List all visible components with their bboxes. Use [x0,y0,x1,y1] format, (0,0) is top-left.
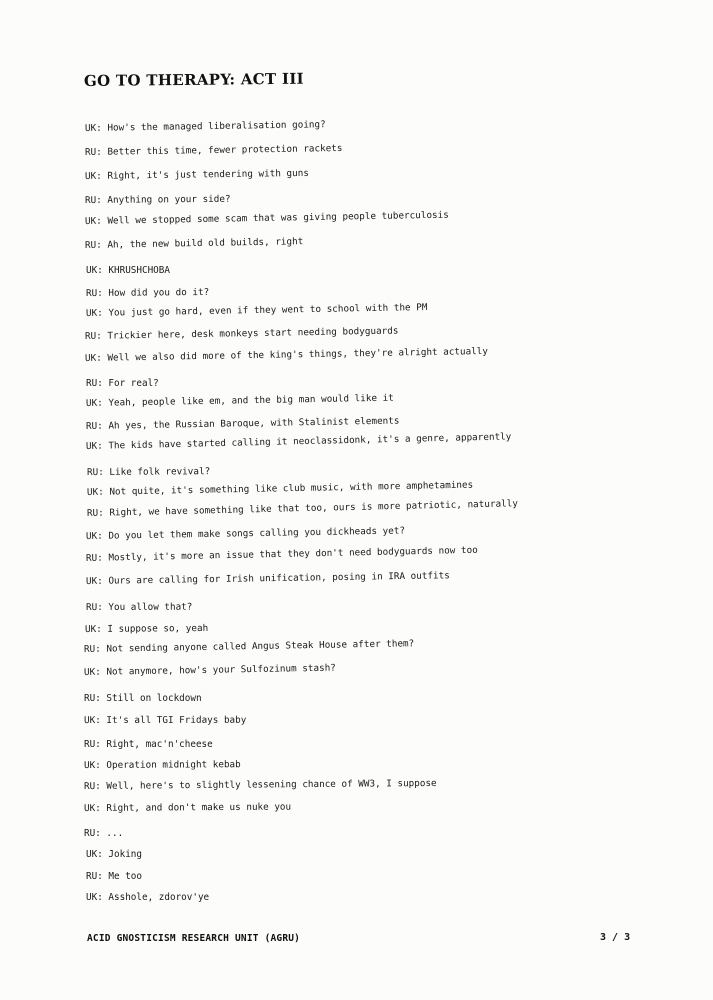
dialogue-line [84,638,414,655]
utterance-text: It's all TGI Fridays baby [106,714,247,726]
page-number: 3 / 3 [600,932,631,943]
speaker-label: UK: [84,352,102,364]
utterance-text: Right, mac'n'cheese [106,739,213,750]
speaker-label: UK: [86,892,103,903]
dialogue-line [86,525,405,542]
dialogue-line [86,602,192,613]
dialogue-line [86,871,142,882]
utterance-text: Right, we have something like that too, ours is more patriotic, naturally [109,498,519,519]
speaker-label: RU: [85,601,103,613]
dialogue-line [86,265,170,276]
utterance-text: Well we stopped some scam that was giving people tuberculosis [107,209,449,227]
utterance-text: For real? [108,378,159,389]
utterance-text: I suppose so, yeah [107,622,209,635]
utterance-text: You just go hard, even if they went to school with the PM [108,302,428,319]
utterance-text: Not sending anyone called Angus Steak House after them? [106,638,415,655]
utterance-text: Ours are calling for Irish unification, posing in IRA outfits [108,570,450,587]
footer-organization: ACID GNOSTICISM RESEARCH UNIT (AGRU) [87,933,301,944]
speaker-label: UK: [83,666,101,678]
dialogue-line [84,739,213,750]
speaker-label: RU: [86,466,104,478]
speaker-label: RU: [83,643,101,655]
dialogue-line [84,828,123,839]
dialogue-line [85,346,488,364]
speaker-label: UK: [85,307,103,319]
speaker-label: RU: [85,420,103,432]
utterance-text: Still on lockdown [106,693,202,704]
speaker-label: UK: [86,265,103,276]
dialogue-line [86,287,209,299]
dialogue-line [85,194,231,206]
utterance-text: Mostly, it's more an issue that they don't need bodyguards now too [108,544,478,564]
speaker-label: UK: [83,802,101,814]
dialogue-line [86,378,159,389]
speaker-label: UK: [85,530,103,542]
speaker-label: UK: [83,714,101,726]
utterance-text: Operation midnight kebab [106,759,241,771]
utterance-text: How did you do it? [108,286,210,299]
utterance-text: The kids have started calling it neoclassidonk, it's a genre, apparently [108,431,512,452]
page-title: GO TO THERAPY: ACT III [83,69,305,90]
dialogue-line [86,302,428,319]
dialogue-line [84,715,246,726]
utterance-text: How's the managed liberalisation going? [107,119,326,134]
speaker-label: RU: [84,693,101,704]
speaker-label: RU: [84,146,102,158]
utterance-text: Not anymore, how's your Sulfozinum stash? [106,662,336,678]
dialogue-line [84,693,202,704]
utterance-text: Right, and don't make us nuke you [106,801,292,814]
speaker-label: UK: [85,575,103,587]
utterance-text: ... [106,828,124,839]
speaker-label: RU: [84,194,102,206]
speaker-label: UK: [84,122,102,134]
speaker-label: UK: [84,170,102,182]
speaker-label: RU: [85,287,103,299]
utterance-text: Yeah, people like em, and the big man would like it [108,392,394,409]
dialogue-line [85,119,326,134]
utterance-text: Right, it's just tendering with guns [107,167,309,182]
utterance-text: Like folk revival? [109,466,211,478]
speaker-label: RU: [85,552,103,564]
speaker-label: UK: [86,486,104,498]
speaker-label: UK: [85,440,103,452]
utterance-text: Not quite, it's something like club music, with more amphetamines [109,479,474,498]
dialogue-line [84,802,291,814]
utterance-text: Ah yes, the Russian Baroque, with Stalinist elements [108,415,400,432]
dialogue-line [86,416,400,432]
utterance-text: Better this time, fewer protection rackets [107,142,343,158]
utterance-text: Me too [108,871,142,882]
speaker-label: RU: [86,378,103,389]
dialogue-line [85,168,309,182]
dialogue-line [84,759,241,771]
utterance-text: You allow that? [108,601,193,613]
utterance-text: KHRUSHCHOBA [108,265,170,276]
speaker-label: RU: [86,507,104,519]
speaker-label: UK: [83,759,101,771]
utterance-text: Well, here's to slightly lessening chance of WW3, I suppose [106,777,437,792]
dialogue-line [86,431,512,452]
dialogue-line [85,210,449,227]
speaker-label: RU: [84,330,102,342]
utterance-text: Anything on your side? [107,193,231,206]
utterance-text: Ah, the new build old builds, right [107,236,304,251]
dialogue-line [84,778,437,792]
speaker-label: RU: [84,239,102,251]
speaker-label: UK: [84,623,102,635]
utterance-text: Asshole, zdorov'ye [108,892,210,903]
dialogue-line [84,663,336,678]
dialogue-line [85,143,343,158]
utterance-text: Trickier here, desk monkeys start needing bodyguards [107,325,399,342]
speaker-label: RU: [83,780,101,792]
dialogue-line [87,498,518,519]
utterance-text: Well we also did more of the king's things, they're alright actually [107,345,489,364]
dialogue-line [86,545,478,564]
utterance-text: Do you let them make songs calling you dickheads yet? [108,525,406,542]
speaker-label: RU: [84,739,101,750]
speaker-label: UK: [86,849,103,860]
dialogue-line [85,236,303,251]
dialogue-line [85,326,399,342]
speaker-label: UK: [85,397,103,409]
dialogue-line [86,892,209,903]
speaker-label: RU: [84,828,101,839]
dialogue-line [87,466,210,478]
dialogue-line [86,570,450,587]
utterance-text: Joking [108,849,142,860]
dialogue-line [85,623,208,635]
speaker-label: RU: [86,871,103,882]
dialogue-line [87,480,473,498]
dialogue-line [86,849,142,860]
speaker-label: UK: [84,215,102,227]
dialogue-line [86,393,394,409]
